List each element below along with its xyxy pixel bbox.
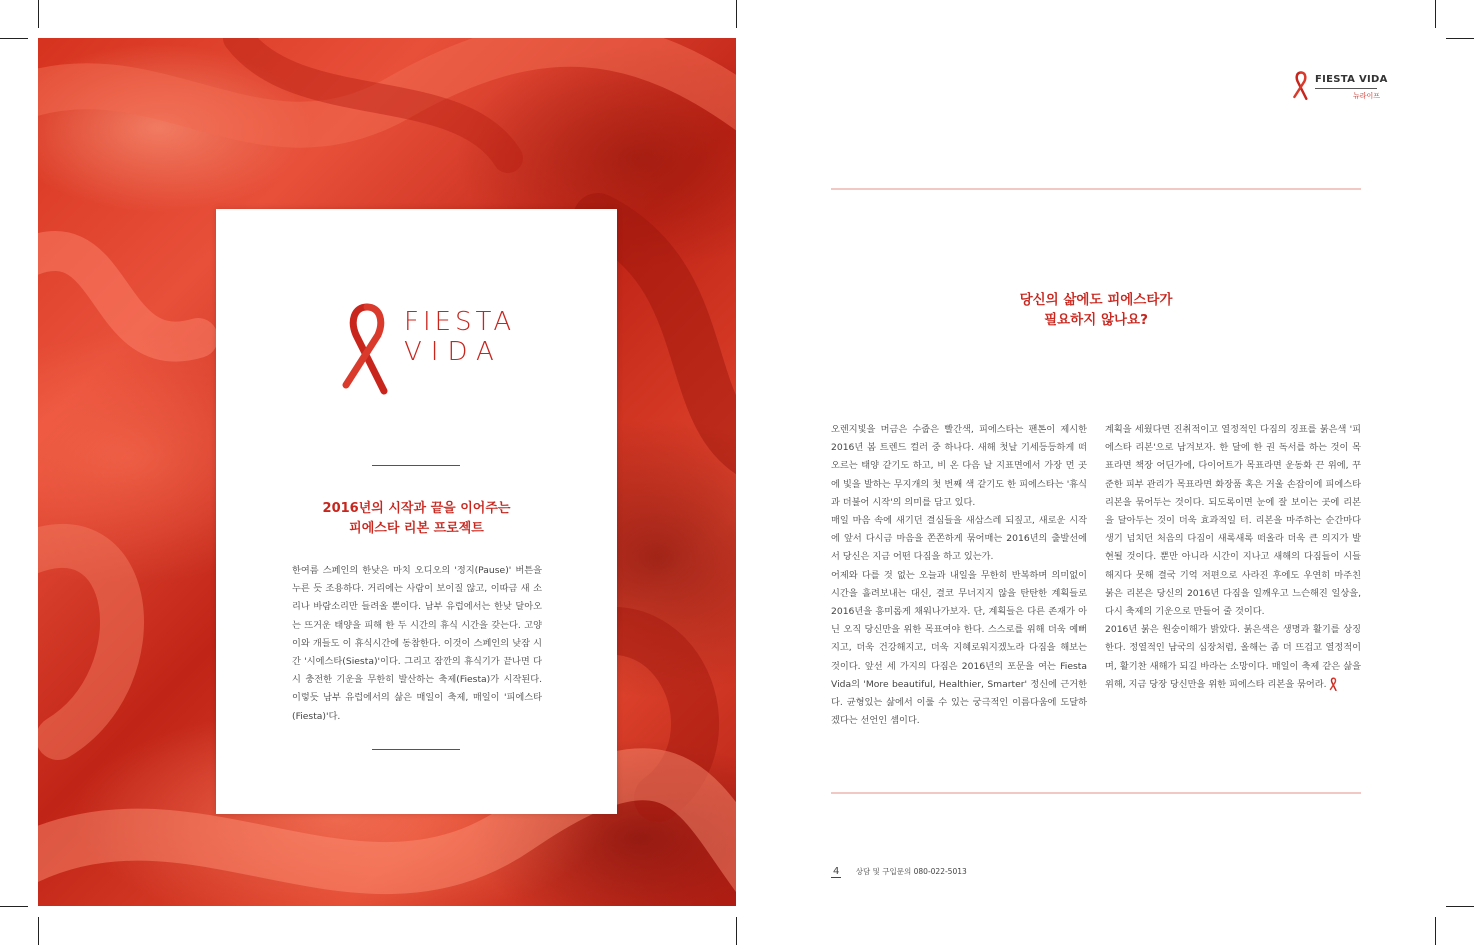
paragraph: 계획을 세웠다면 진취적이고 열정적인 다짐의 징표를 붉은색 '피에스타 리본'으로 남겨보자. 한 달에 한 권 독서를 하는 것이 목표라면 책장 어딘가에, 다이어트가 목표라면 운동화 끈 위에, 꾸준한 피부 관리가 목표라면 화장품 혹은 거울 손잡이에 피에스타 리본을 묶어두는 것이다. 되도록이면 눈에 잘 보이는 곳에 리본을 달아두는 것이 더욱 효과적일 터. 리본을 마주하는 순간마다 생기 넘치던 처음의 다짐이 새록새록 떠올라 더욱 큰 의지가 발현될 것이다. 뿐만 아니라 시간이 지나고 새해의 다짐들이 시들해지다 못해 결국 기억 저편으로 사라진 후에도 우연히 마주친 붉은 리본은 당신의 2016년 다짐을 일깨우고 느슨해진 일상을, 다시 축제의 기운으로 만들어 줄 것이다. xyxy=(1105,424,1361,618)
article-column-2 xyxy=(1105,421,1361,694)
headline-line: 당신의 삶에도 피에스타가 xyxy=(1019,292,1173,308)
header-brand: FIESTA VIDA xyxy=(1315,74,1388,85)
logo-word-2: VIDA xyxy=(404,337,503,367)
crop-mark xyxy=(1446,38,1474,39)
red-ribbon-icon xyxy=(1329,677,1338,691)
top-divider xyxy=(831,188,1361,190)
header-section: 뉴라이프 xyxy=(1353,92,1381,100)
card-title xyxy=(216,499,617,539)
article-column-1 xyxy=(831,421,1087,730)
paragraph xyxy=(1105,621,1361,694)
headline xyxy=(831,290,1361,330)
crop-mark xyxy=(1446,906,1474,907)
crop-mark xyxy=(736,0,737,28)
red-ribbon-photo xyxy=(38,38,736,906)
crop-mark xyxy=(38,917,39,945)
crop-mark xyxy=(38,0,39,28)
crop-mark xyxy=(0,906,28,907)
card-title-line: 2016년의 시작과 끝을 이어주는 xyxy=(322,501,511,516)
crop-mark xyxy=(736,917,737,945)
logo-word-1: FIESTA xyxy=(404,307,516,337)
title-divider-top xyxy=(372,465,460,466)
bottom-divider xyxy=(831,792,1361,794)
paragraph: 어제와 다를 것 없는 오늘과 내일을 무한히 반복하며 의미없이 시간을 흘려보내는 대신, 결코 무너지지 않을 탄탄한 계획들로 2016년을 흥미롭게 채워나가보자. 단, 계획들은 다른 존재가 아닌 오직 당신만을 위한 목표여야 한다. 스스로를 위해 더욱 예뻐지고, 더욱 건강해지고, 더욱 지혜로워지겠노라 다짐을 해보는 것이다. 앞선 세 가지의 다짐은 2016년의 포문을 여는 Fiesta Vida의 'More beautiful, Healthier, Smarter' 정신에 근거한다. 균형있는 삶에서 이룰 수 있는 궁극적인 이름다움에 도달하겠다는 선언인 셈이다. xyxy=(831,569,1087,727)
red-ribbon-icon xyxy=(1291,70,1311,100)
body-divider-bottom xyxy=(372,749,460,750)
header-underline xyxy=(1315,88,1377,89)
crop-mark xyxy=(1435,0,1436,28)
crop-mark xyxy=(0,38,28,39)
paragraph: 오렌지빛을 머금은 수줍은 빨간색, 피에스타는 팬톤이 제시한 2016년 봄 트렌드 컬러 중 하나다. 새해 첫날 기세등등하게 떠오르는 태양 같기도 하고, 비 온 다음 날 지표면에서 가장 먼 곳에 빛을 발하는 무지개의 첫 번째 색 같기도 한 피에스타는 '휴식과 더불어 시작'의 의미를 담고 있다. xyxy=(831,424,1087,508)
card-title-line: 피에스타 리본 프로젝트 xyxy=(349,521,484,536)
crop-mark xyxy=(1435,917,1436,945)
contact-info: 상담 및 구입문의 080-022-5013 xyxy=(855,867,967,876)
card-body-text: 한여름 스페인의 한낮은 마치 오디오의 '정지(Pause)' 버튼을 누른 듯 조용하다. 거리에는 사람이 보이질 않고, 이따금 새 소리나 바람소리만 들려올 뿐이다. 남부 유럽에서는 한낮 달아오는 뜨거운 태양을 피해 한 두 시간의 휴식 시간을 갖는다. 고양이와 개들도 이 휴식시간에 동참한다. 이것이 스페인의 낮잠 시간 '시에스타(Siesta)'이다. 그리고 잠깐의 휴식기가 끝나면 다시 충전한 기운을 무한히 발산하는 축제(Fiesta)가 시작된다. 이렇듯 남부 유럽에서의 삶은 매일이 축제, 매일이 '피에스타(Fiesta)'다. xyxy=(292,565,542,722)
headline-line: 필요하지 않나요? xyxy=(1044,312,1148,328)
paragraph-text: 2016년 붉은 원숭이해가 밝았다. 붉은색은 생명과 활기를 상징한다. 정열적인 남국의 심장처럼, 올해는 좀 더 뜨겁고 열정적이며, 활기찬 새해가 되길 바라는 소망이다. 매일이 축제 같은 삶을 위해, 지금 당장 당신만을 위한 피에스타 리본을 묶어라. xyxy=(1105,624,1361,690)
red-ribbon-icon xyxy=(336,299,398,395)
footer xyxy=(831,866,967,877)
paragraph: 매일 마음 속에 새기던 결심들을 새삼스레 되짚고, 새로운 시작에 앞서 다시금 마음을 쫀쫀하게 묶어매는 2016년의 출발선에서 당신은 지금 어떤 다짐을 하고 있는가. xyxy=(831,515,1087,563)
intro-card xyxy=(216,209,617,814)
page-number: 4 xyxy=(833,866,840,877)
